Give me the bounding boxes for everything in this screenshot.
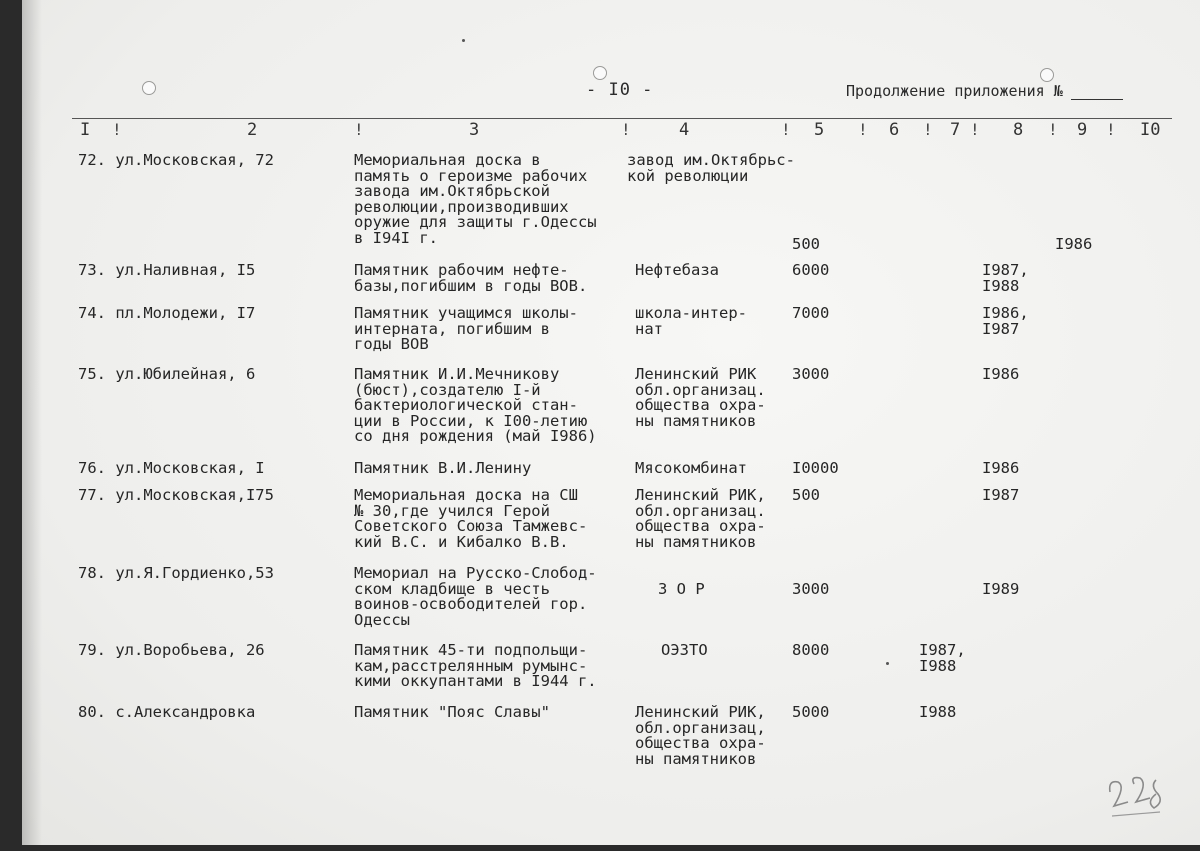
column-separator: ! — [781, 120, 791, 139]
table-cell-cost: 3000 — [792, 365, 830, 383]
table-cell-organization: Ленинский РИК обл.организац. общества охра- ны памятников — [635, 365, 766, 430]
table-cell-address: 79. ул.Воробьева, 26 — [78, 641, 265, 659]
table-cell-organization: Ленинский РИК, обл.организац, общества охра- ны памятников — [635, 703, 766, 768]
table-cell-cost: 8000 — [792, 641, 830, 659]
column-header-1: I — [80, 120, 91, 140]
column-separator: ! — [621, 120, 631, 139]
column-header-5: 5 — [814, 120, 825, 140]
page-number: - I0 - — [586, 80, 654, 100]
table-cell-cost: 3000 — [792, 580, 830, 598]
table-cell-col9: I986 — [1055, 235, 1093, 253]
table-cell-address: 77. ул.Московская,I75 — [78, 486, 274, 504]
table-cell-organization: Мясокомбинат — [635, 459, 747, 477]
table-cell-col8: I986, I987 — [982, 304, 1029, 338]
table-cell-organization: З О Р — [658, 580, 705, 598]
table-cell-col8: I986 — [982, 459, 1020, 477]
table-cell-address: 72. ул.Московская, 72 — [78, 151, 274, 169]
table-cell-organization: Ленинский РИК, обл.организац. общества охра- ны памятников — [635, 486, 766, 551]
column-separator: ! — [354, 120, 364, 139]
table-cell-address: 73. ул.Наливная, I5 — [78, 261, 256, 279]
table-cell-object: Памятник В.И.Ленину — [354, 459, 532, 477]
table-cell-organization: школа-интер- нат — [635, 304, 747, 338]
table-cell-col8: I986 — [982, 365, 1020, 383]
table-cell-organization: Нефтебаза — [635, 261, 719, 279]
column-separator: ! — [970, 120, 980, 139]
table-cell-object: Мемориал на Русско-Слобод- ском кладбище в честь воинов-освободителей гор. Одессы — [354, 564, 597, 629]
table-cell-cost: 500 — [792, 235, 820, 253]
table-cell-address: 76. ул.Московская, I — [78, 459, 265, 477]
column-header-9: 9 — [1077, 120, 1088, 140]
handwritten-page-mark — [1100, 772, 1170, 832]
table-cell-cost: 5000 — [792, 703, 830, 721]
column-header-2: 2 — [247, 120, 258, 140]
table-cell-cost: 500 — [792, 486, 820, 504]
paper-speck — [462, 39, 465, 42]
table-cell-cost: 7000 — [792, 304, 830, 322]
column-separator: ! — [1106, 120, 1116, 139]
column-header-10: I0 — [1140, 120, 1161, 140]
table-cell-col7: I987, I988 — [919, 641, 966, 675]
table-cell-col8: I987, I988 — [982, 261, 1029, 295]
column-header-8: 8 — [1013, 120, 1024, 140]
table-cell-address: 80. с.Александровка — [78, 703, 256, 721]
table-cell-object: Памятник "Пояс Славы" — [354, 703, 550, 721]
table-cell-object: Мемориальная доска в память о героизме рабочих завода им.Октябрьской революции,производивших оружие для защиты г.Одессы в I94I г. — [354, 151, 597, 247]
table-cell-col8: I987 — [982, 486, 1020, 504]
table-cell-object: Памятник 45-ти подпольщи- кам,расстрелянным румынс- кими оккупантами в I944 г. — [354, 641, 597, 690]
table-cell-object: Памятник рабочим нефте- базы,погибшим в годы ВОВ. — [354, 261, 588, 295]
column-header-4: 4 — [679, 120, 690, 140]
column-header-3: 3 — [469, 120, 480, 140]
punch-hole-left — [142, 81, 156, 95]
punch-hole-center — [593, 66, 607, 80]
continuation-label — [846, 82, 1123, 100]
table-cell-organization: ОЭЗТО — [661, 641, 708, 659]
table-cell-object: Памятник учащимся школы- интерната, погибшим в годы ВОВ — [354, 304, 578, 353]
column-header-6: 6 — [889, 120, 900, 140]
page-edge-shadow — [22, 0, 42, 845]
paper-speck — [886, 662, 889, 665]
table-cell-organization: завод им.Октябрьс- кой революции — [627, 151, 795, 185]
table-cell-address: 75. ул.Юбилейная, 6 — [78, 365, 256, 383]
punch-hole-right — [1040, 68, 1054, 82]
table-cell-address: 74. пл.Молодежи, I7 — [78, 304, 256, 322]
column-header-7: 7 — [950, 120, 961, 140]
table-cell-address: 78. ул.Я.Гордиенко,53 — [78, 564, 274, 582]
table-cell-cost: I0000 — [792, 459, 839, 477]
table-cell-col7: I988 — [919, 703, 957, 721]
continuation-text: Продолжение приложения № — [846, 82, 1063, 100]
table-header-rule — [72, 118, 1172, 119]
column-separator: ! — [1048, 120, 1058, 139]
table-cell-object: Памятник И.И.Мечникову (бюст),создателю I-й бактериологической стан- ции в России, к I00-летию со дня рождения (май I986) — [354, 365, 597, 445]
table-cell-object: Мемориальная доска на СШ № 30,где учился Герой Советского Союза Тамжевс- кий В.С. и Кибалко В.В. — [354, 486, 588, 551]
table-cell-col8: I989 — [982, 580, 1020, 598]
column-separator: ! — [112, 120, 122, 139]
column-separator: ! — [923, 120, 933, 139]
column-separator: ! — [858, 120, 868, 139]
table-cell-cost: 6000 — [792, 261, 830, 279]
appendix-number-blank — [1071, 85, 1123, 100]
